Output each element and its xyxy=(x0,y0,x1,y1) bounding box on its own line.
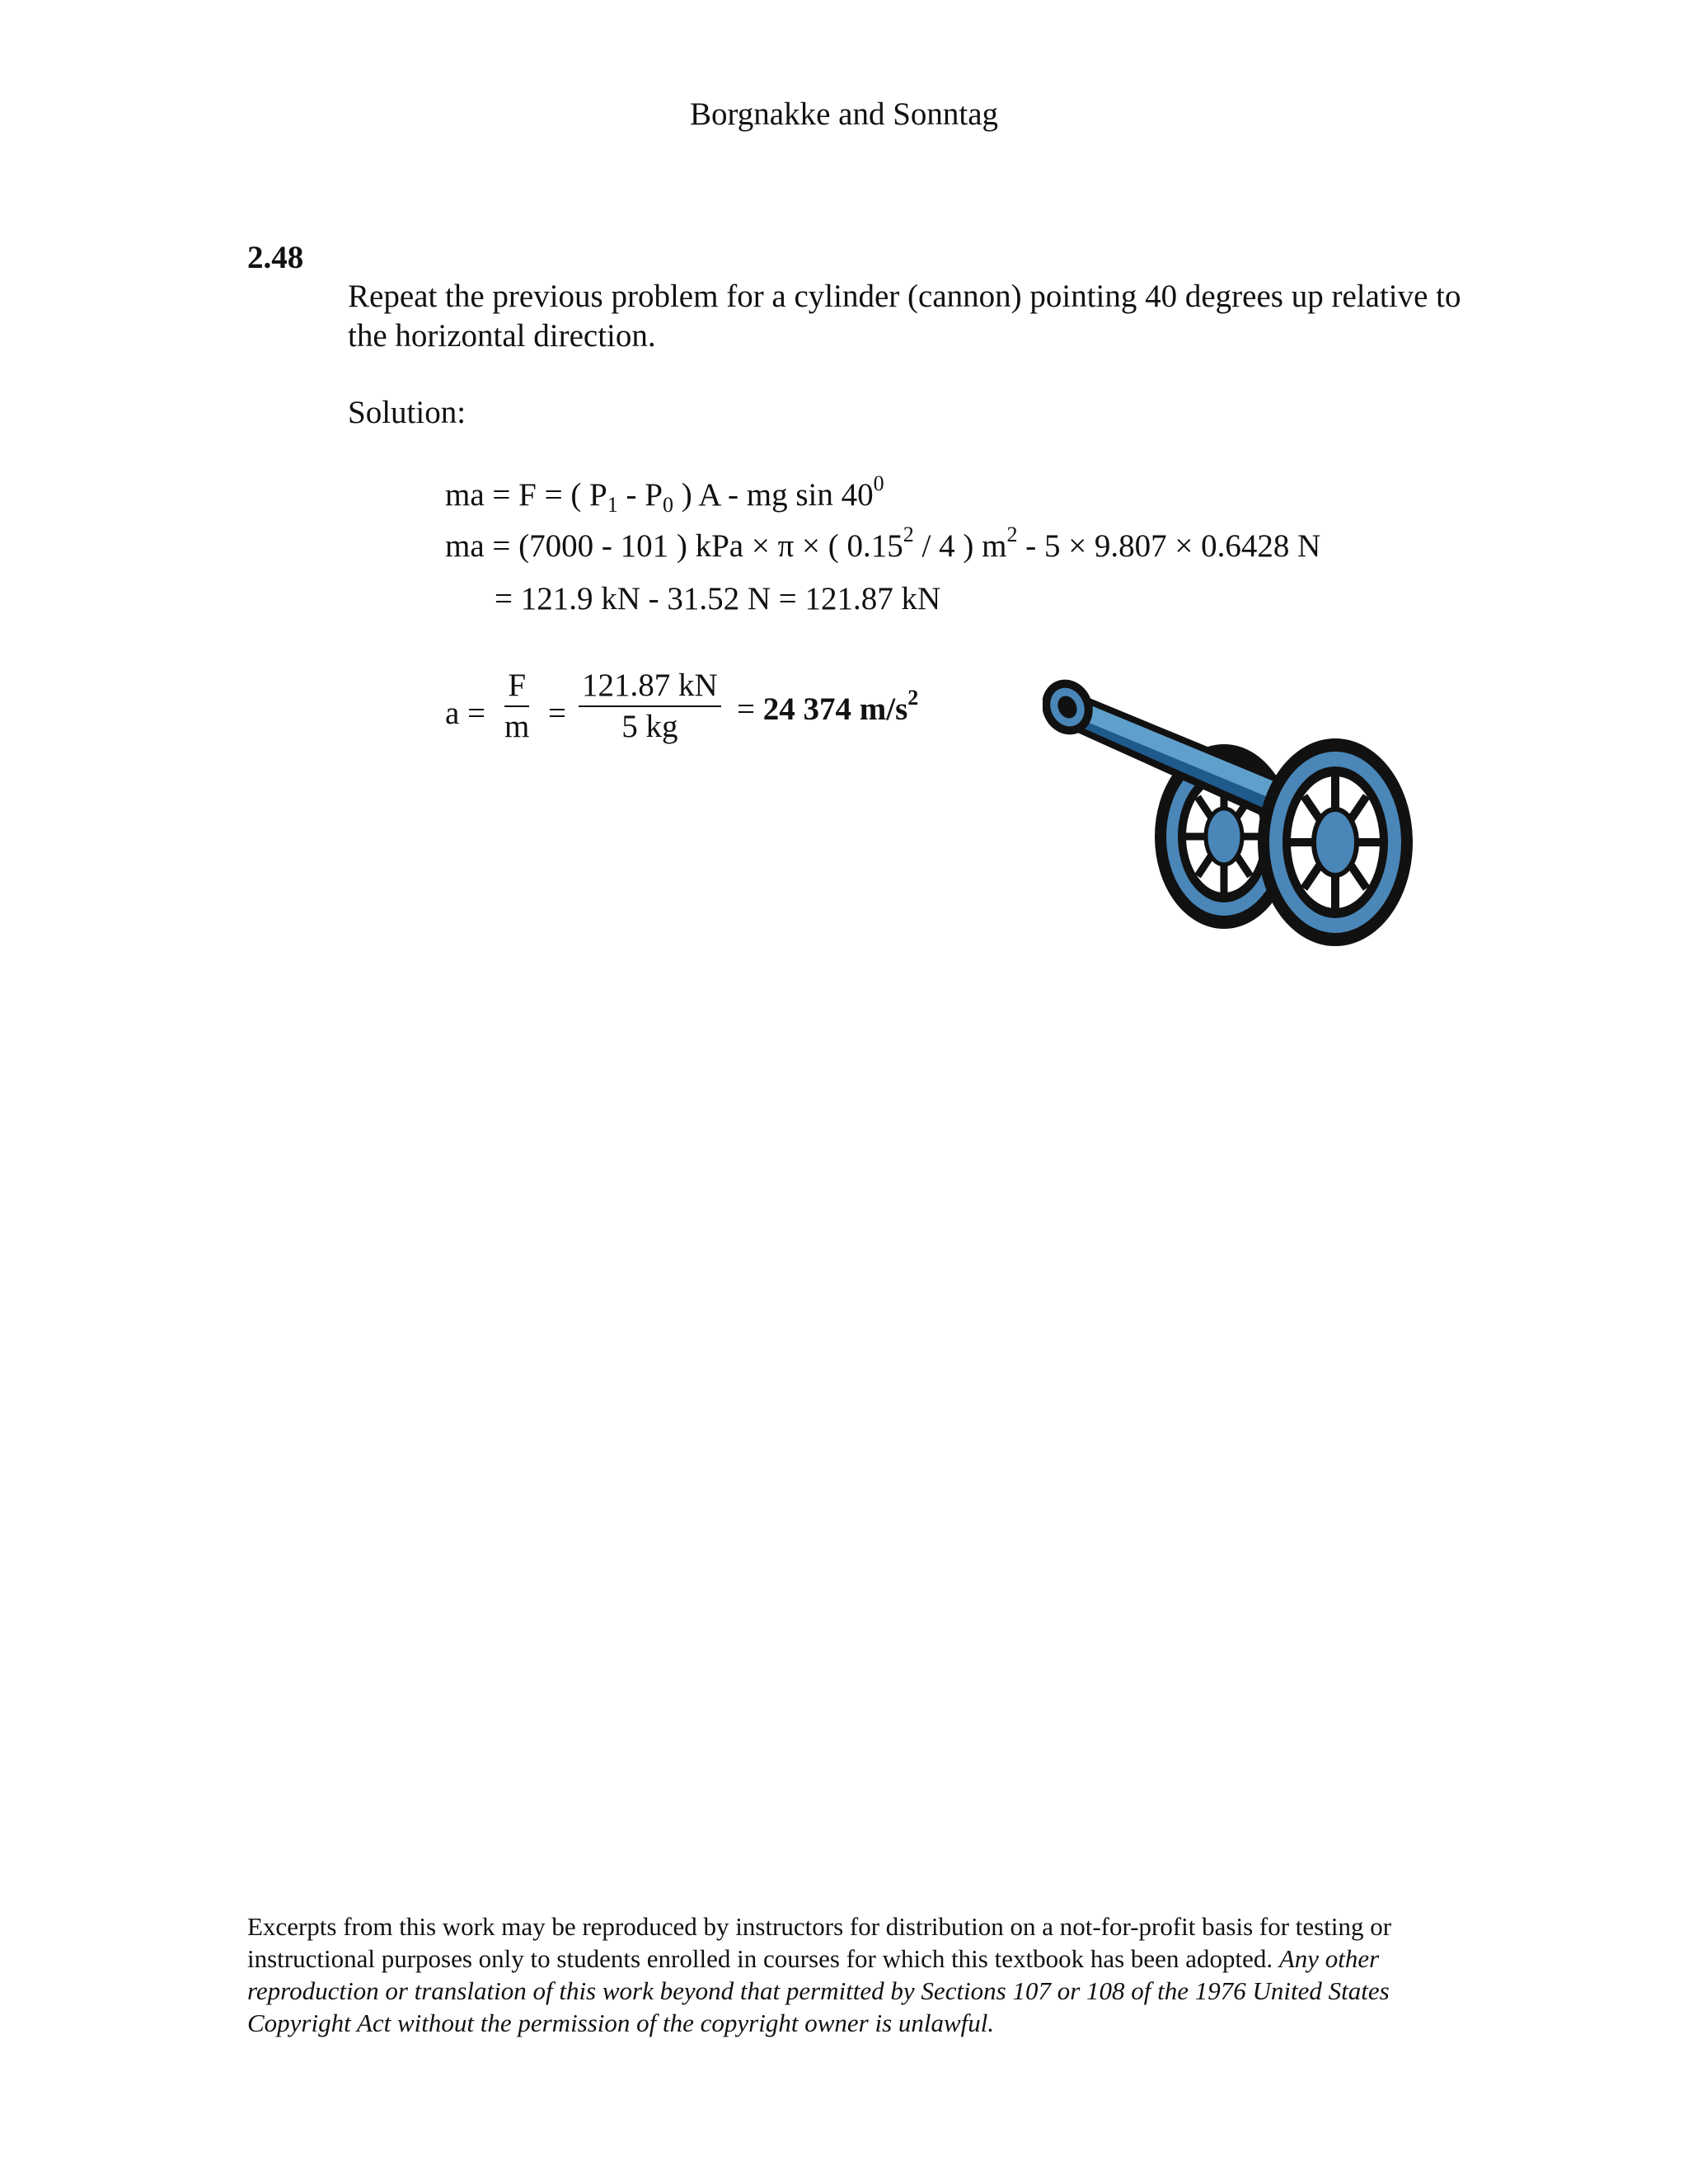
copyright-notice xyxy=(247,1910,1434,2039)
eq1-sup1: 0 xyxy=(873,471,884,495)
result-value: 24 374 m/s xyxy=(762,691,908,727)
eq2-part3: - 5 × 9.807 × 0.6428 N xyxy=(1017,528,1321,564)
accel-lhs: a = xyxy=(445,696,486,731)
eq2-part2: / 4 ) m xyxy=(913,528,1007,564)
accel-result xyxy=(737,686,919,728)
page-header: Borgnakke and Sonntag xyxy=(689,96,999,132)
fraction-numerator: 121.87 kN xyxy=(579,668,721,707)
eq1-part2: - P xyxy=(617,477,663,513)
fraction-numerator: F xyxy=(504,668,529,707)
eq1-sub2: 0 xyxy=(662,493,673,517)
cannon-front-wheel xyxy=(1258,738,1413,946)
eq1-part3: ) A - mg sin 40 xyxy=(673,477,874,513)
fraction-denominator: 5 kg xyxy=(621,709,678,744)
equation-substitution xyxy=(445,523,1321,565)
problem-number: 2.48 xyxy=(247,240,304,275)
eq2-sup2: 2 xyxy=(1006,523,1018,546)
eq1-part1: ma = F = ( P xyxy=(445,477,607,513)
result-sup: 2 xyxy=(907,686,919,710)
equation-result-force: = 121.9 kN - 31.52 N = 121.87 kN xyxy=(495,581,941,616)
problem-statement: Repeat the previous problem for a cylinder (cannon) pointing 40 degrees up relative to the horizontal direction. xyxy=(348,279,1461,354)
eq1-sub1: 1 xyxy=(607,493,618,517)
eq2-sup1: 2 xyxy=(903,523,914,546)
copyright-normal: Excerpts from this work may be reproduced by instructors for distribution on a not-for-profit basis for testing or instructional purposes only to students enrolled in courses for which this textbook has been adopted. xyxy=(247,1912,1392,1973)
solution-label: Solution: xyxy=(348,395,467,430)
fraction-values xyxy=(579,668,721,745)
copyright-italic: Any other reproduction or translation of this work beyond that permitted by Sections 107 or 108 of the 1976 United States Copyright Act without the permission of the copyright owner is unlawful. xyxy=(247,1944,1390,2037)
fraction-f-over-m xyxy=(501,668,532,745)
eq2-part1: ma = (7000 - 101 ) kPa × π × ( 0.15 xyxy=(445,528,903,564)
cannon-icon xyxy=(1043,659,1438,956)
equation-force-balance xyxy=(445,471,884,517)
fraction-denominator: m xyxy=(504,709,530,744)
accel-eq-sign: = xyxy=(548,696,566,731)
result-eq-sign: = xyxy=(737,691,763,727)
